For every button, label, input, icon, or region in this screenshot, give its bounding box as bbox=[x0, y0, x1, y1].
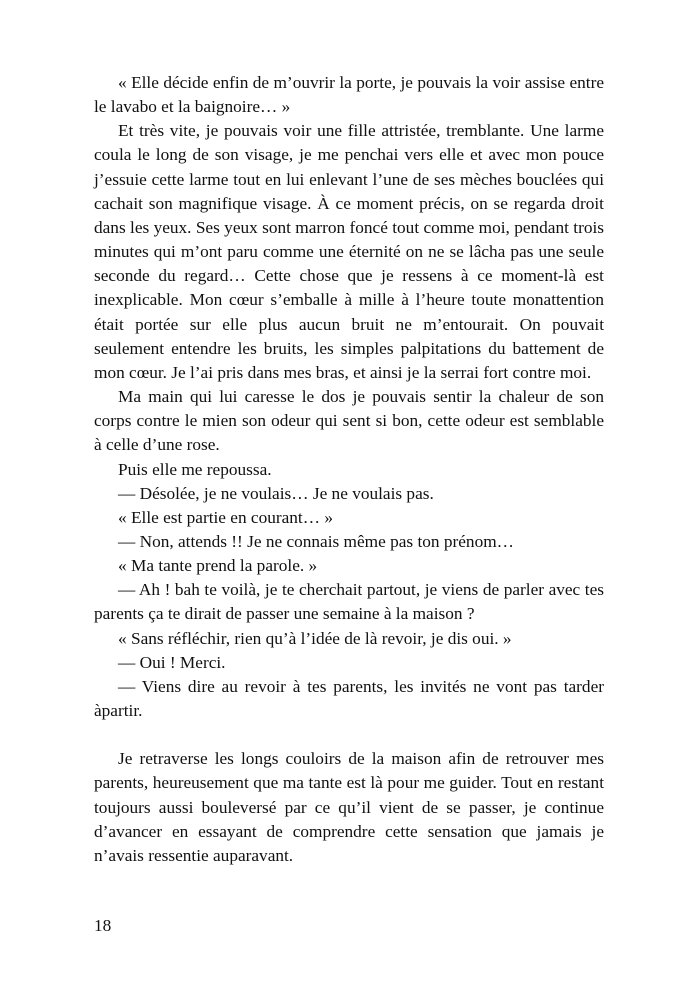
body-text bbox=[94, 71, 604, 868]
paragraph-2: Et très vite, je pouvais voir une fille attristée, tremblante. Une larme coula le long de son visage, je me penchai vers elle et avec mon pouce j’essuie cette larme tout en lui enlevant l’une de ses mèches bouclées qui cachait son magnifique visage. À ce moment précis, on se regarda droit dans les yeux. Ses yeux sont marron foncé tout comme moi, pendant trois minutes qui m’ont paru comme une éternité on ne se lâcha pas une seule seconde du regard… Cette chose que je ressens à ce moment-là est inexplicable. Mon cœur s’emballe à mille à l’heure toute monattention était portée sur elle plus aucun bruit ne m’entourait. On pouvait seulement entendre les bruits, les simples palpitations du battement de mon cœur. Je l’ai pris dans mes bras, et ainsi je la serrai fort contre moi. bbox=[94, 121, 604, 382]
paragraph-3: Ma main qui lui caresse le dos je pouvais sentir la chaleur de son corps contre le mien son odeur qui sent si bon, cette odeur est semblable à celle d’une rose. bbox=[94, 387, 604, 455]
paragraph-10: « Sans réfléchir, rien qu’à l’idée de là revoir, je dis oui. » bbox=[118, 628, 512, 648]
paragraph-6: « Elle est partie en courant… » bbox=[118, 507, 333, 527]
paragraph-11: — Oui ! Merci. bbox=[118, 652, 226, 672]
page-number: 18 bbox=[94, 916, 112, 935]
paragraph-1: « Elle décide enfin de m’ouvrir la porte, je pouvais la voir assise entre le lavabo et la baignoire… » bbox=[94, 73, 604, 117]
paragraph-12: — Viens dire au revoir à tes parents, les invités ne vont pas tarder àpartir. bbox=[94, 676, 604, 721]
paragraph-13: Je retraverse les longs couloirs de la maison afin de retrouver mes parents, heureusement que ma tante est là pour me guider. Tout en restant toujours aussi bouleversé par ce qu’il vient de se passer, je continue d’avancer en essayant de comprendre cette sensation que jamais je n’avais ressentie auparavant. bbox=[94, 749, 604, 865]
paragraph-5: — Désolée, je ne voulais… Je ne voulais pas. bbox=[118, 483, 434, 503]
paragraph-4: Puis elle me repoussa. bbox=[118, 459, 272, 479]
paragraph-9: — Ah ! bah te voilà, je te cherchait partout, je viens de parler avec tes parents ça te dirait de passer une semaine à la maison ? bbox=[94, 580, 604, 624]
paragraph-8: « Ma tante prend la parole. » bbox=[118, 556, 318, 576]
paragraph-7: — Non, attends !! Je ne connais même pas ton prénom… bbox=[118, 531, 514, 551]
